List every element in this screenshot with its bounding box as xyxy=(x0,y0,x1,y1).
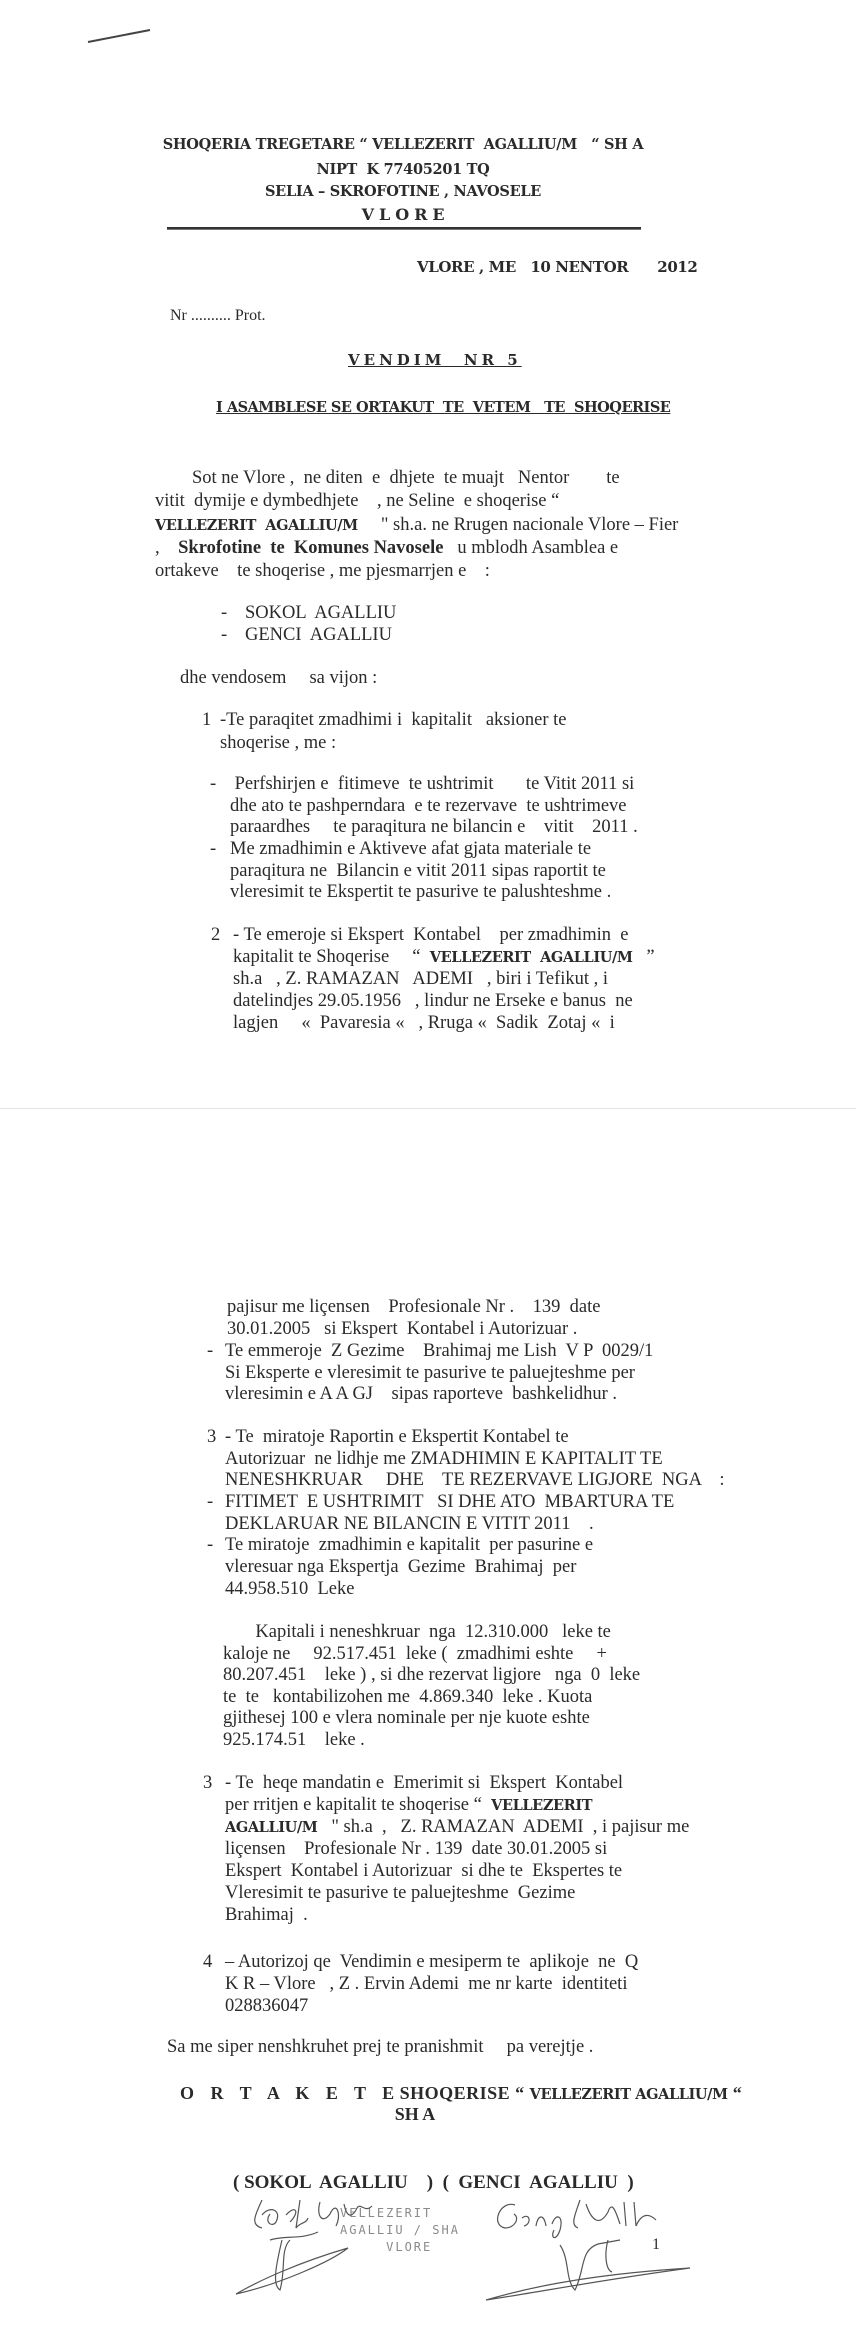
text-segment: u mblodh Asamblea e xyxy=(443,537,619,558)
decision-item-4 xyxy=(203,1951,639,2017)
bullet-dash: - xyxy=(207,1341,214,1361)
text-line xyxy=(207,1427,725,1449)
decision-intro xyxy=(180,667,377,689)
text-line xyxy=(225,1363,653,1385)
text-segment: gjithesej 100 e vlera nominale per nje kuote eshte xyxy=(223,1708,590,1728)
text-segment: Ekspert Kontabel i Autorizuar si dhe te Ekspertes te xyxy=(225,1861,623,1881)
text-line xyxy=(207,1535,725,1557)
text-line xyxy=(210,839,638,861)
text-line xyxy=(230,861,638,883)
text-line xyxy=(223,1644,640,1666)
scan-mark xyxy=(0,0,856,80)
company-name: SHOQERIA TREGETARE “ VELLEZERIT AGALLIU/M “ SH A xyxy=(162,136,644,153)
page-number: 1 xyxy=(652,2236,660,2253)
text-line xyxy=(233,990,655,1012)
text-line xyxy=(207,1341,654,1363)
text-line xyxy=(225,1557,725,1579)
text-segment: Autorizuar ne lidhje me ZMADHIMIN E KAPITALIT TE xyxy=(225,1448,663,1469)
company-name-inline: VELLEZERIT AGALLIU/M xyxy=(429,949,633,966)
text-line xyxy=(233,1012,655,1034)
bold-text: Skrofotine te Komunes Navosele xyxy=(178,537,444,558)
text-line xyxy=(225,1904,689,1926)
text-line xyxy=(203,1951,639,1973)
text-segment: " sh.a. ne Rrugen nacionale Vlore – Fier xyxy=(357,514,679,535)
signers-names: ( SOKOL AGALLIU ) ( GENCI AGALLIU ) xyxy=(233,2172,634,2193)
text-segment: Perfshirjen e fitimeve te ushtrimit te Vitit 2011 si xyxy=(230,774,635,794)
text-line xyxy=(223,1730,640,1752)
text-line xyxy=(220,732,567,755)
decision-item-2 xyxy=(211,924,655,1034)
company-nipt: NIPT K 77405201 TQ xyxy=(316,161,490,178)
closing-statement xyxy=(167,2036,593,2058)
text-segment: dhe vendosem sa vijon : xyxy=(180,668,378,688)
document-subtitle: I ASAMBLESE SE ORTAKUT TE VETEM TE SHOQERISE xyxy=(216,399,671,416)
text-segment: pajisur me liçensen Profesionale Nr . 139 date xyxy=(227,1297,601,1317)
text-line xyxy=(202,709,567,732)
text-line xyxy=(225,1470,725,1492)
text-line xyxy=(167,2036,593,2058)
text-segment: FITIMET E USHTRIMIT SI DHE ATO MBARTURA TE xyxy=(225,1492,675,1513)
partners-list xyxy=(221,602,397,646)
text-segment: paraardhes te paraqitura ne bilancin e vitit 2011 . xyxy=(230,817,638,838)
text-line xyxy=(230,796,638,818)
text-line xyxy=(227,1297,601,1319)
text-segment: " sh.a , Z. RAMAZAN ADEMI , i pajisur me xyxy=(317,1817,690,1837)
item-number: 3 xyxy=(203,1773,213,1793)
text-line xyxy=(225,1514,725,1536)
company-name-inline: AGALLIU/M xyxy=(225,1819,318,1836)
text-segment: vleresimit te Ekspertit te pasurive te palushteshme . xyxy=(230,882,612,903)
text-segment: DEKLARUAR NE BILANCIN E VITIT 2011 . xyxy=(225,1513,594,1534)
text-line xyxy=(233,968,655,990)
text-segment: - Te miratoje Raportin e Ekspertit Kontabel te xyxy=(225,1427,569,1447)
company-seat: SELIA – SKROFOTINE , NAVOSELE xyxy=(265,183,541,200)
text-line xyxy=(221,624,396,646)
text-line xyxy=(227,1319,601,1341)
text-segment: - Te emeroje si Ekspert Kontabel per zmadhimin e xyxy=(233,925,629,945)
text-line xyxy=(203,1772,689,1794)
bullet-dash: - xyxy=(207,1492,214,1513)
text-segment: ” xyxy=(632,947,655,967)
item-number: 2 xyxy=(211,925,221,945)
text-segment: SOKOL AGALLIU xyxy=(245,603,397,623)
text-segment: Sot ne Vlore , ne diten e dhjete te muajt Nentor te xyxy=(155,468,620,488)
company-name-inline: VELLEZERIT xyxy=(491,1797,593,1814)
text-line xyxy=(155,467,678,490)
company-name-inline: VELLEZERIT AGALLIU/M xyxy=(155,516,358,534)
text-segment: 80.207.451 leke ) , si dhe rezervat ligjore nga 0 leke xyxy=(223,1665,641,1685)
text-line xyxy=(225,1816,689,1838)
text-line xyxy=(225,1860,689,1882)
text-line xyxy=(225,1838,689,1860)
text-segment: liçensen Profesionale Nr . 139 date 30.01.2005 si xyxy=(225,1839,608,1859)
text-segment: – Autorizoj qe Vendimin e mesiperm te aplikoje ne Q xyxy=(225,1952,639,1972)
text-segment: 925.174.51 leke . xyxy=(223,1729,365,1750)
text-line xyxy=(223,1622,640,1644)
partners-label: O R T A K E T xyxy=(180,2083,373,2103)
text-segment: 028836047 xyxy=(225,1996,309,2016)
bullet-dash: - xyxy=(210,774,217,794)
document-date: VLORE , ME 10 NENTOR 2012 xyxy=(417,258,698,276)
text-line xyxy=(225,1995,638,2017)
bullet-dash: - xyxy=(221,603,228,623)
text-line xyxy=(223,1687,640,1709)
text-line xyxy=(233,946,655,968)
close-quote: “ xyxy=(727,2083,743,2103)
partners-heading xyxy=(180,2083,742,2104)
text-line xyxy=(155,560,678,583)
text-segment: Brahimaj . xyxy=(225,1905,308,1925)
text-segment: -Te paraqitet zmadhimi i kapitalit aksioner te xyxy=(220,710,567,730)
text-segment: Te emmeroje Z Gezime Brahimaj me Lish V P 0029/1 xyxy=(225,1341,654,1361)
text-line xyxy=(230,882,638,904)
company-city: V L O R E xyxy=(361,205,445,224)
text-line xyxy=(221,602,397,624)
header-divider xyxy=(167,227,641,230)
text-segment: vleresimin e A A GJ sipas raporteve bashkelidhur . xyxy=(225,1384,618,1405)
item-number: 1 xyxy=(202,710,212,730)
intro-paragraph xyxy=(155,467,678,583)
text-segment: - Te heqe mandatin e Emerimit si Ekspert Kontabel xyxy=(225,1773,624,1793)
bullet-dash: - xyxy=(210,839,217,860)
bullet-dash: - xyxy=(207,1535,214,1556)
text-segment: Te miratoje zmadhimin e kapitalit per pasurine e xyxy=(225,1535,594,1556)
capital-paragraph xyxy=(223,1622,640,1751)
text-segment: GENCI AGALLIU xyxy=(245,625,392,645)
text-line xyxy=(210,774,638,796)
text-segment: sh.a , Z. RAMAZAN ADEMI , biri i Tefikut , i xyxy=(233,969,609,989)
text-segment: dhe ato te pashperndara e te rezervave te ushtrimeve xyxy=(230,795,627,816)
text-segment: kapitalit te Shoqerise “ xyxy=(233,947,430,967)
decision-item-2-bullet xyxy=(207,1341,654,1406)
text-segment: K R – Vlore , Z . Ervin Ademi me nr karte identiteti xyxy=(225,1974,628,1994)
text-segment: lagjen « Pavaresia « , Rruga « Sadik Zotaj « i xyxy=(233,1013,615,1033)
text-line xyxy=(155,537,678,560)
text-segment: Vleresimit te pasurive te paluejteshme Gezime xyxy=(225,1883,576,1903)
text-segment: vitit dymije e dymbedhjete , ne Seline e shoqerise “ xyxy=(155,491,560,512)
text-segment: kaloje ne 92.517.451 leke ( zmadhimi eshte + xyxy=(223,1643,607,1664)
text-line xyxy=(211,924,655,946)
text-line xyxy=(180,667,377,689)
text-line xyxy=(155,490,678,513)
text-line xyxy=(225,1384,653,1406)
text-segment: NENESHKRUAR DHE TE REZERVAVE LIGJORE NGA : xyxy=(225,1470,725,1491)
text-segment: 44.958.510 Leke xyxy=(225,1578,355,1599)
text-line xyxy=(225,1973,638,1995)
text-line xyxy=(230,817,638,839)
text-segment: paraqitura ne Bilancin e vitit 2011 sipas raportit te xyxy=(230,860,606,881)
document-title: VENDIM NR 5 xyxy=(348,351,522,369)
text-segment: shoqerise , me : xyxy=(220,733,337,753)
company-type: SH A xyxy=(394,2104,436,2124)
text-line xyxy=(155,514,678,537)
text-segment: vleresuar nga Ekspertja Gezime Brahimaj per xyxy=(225,1557,577,1578)
text-segment: ortakeve te shoqerise , me pjesmarrjen e : xyxy=(155,561,490,582)
text-line xyxy=(223,1665,640,1687)
decision-item-1-bullets xyxy=(210,774,638,904)
text-line xyxy=(225,1882,689,1904)
company-stamp: VELLEZERIT AGALLIU / SHA VLORE xyxy=(340,2206,460,2254)
text-line xyxy=(225,1579,725,1601)
item-number: 4 xyxy=(203,1952,213,1972)
company-label: E SHOQERISE “ xyxy=(372,2083,530,2103)
text-segment: Si Eksperte e vleresimit te pasurive te paluejteshme per xyxy=(225,1362,635,1383)
bullet-dash: - xyxy=(221,625,228,645)
decision-item-3b xyxy=(203,1772,690,1926)
text-segment: te te kontabilizohen me 4.869.340 leke . Kuota xyxy=(223,1686,593,1707)
protocol-number: Nr .......... Prot. xyxy=(170,307,266,324)
text-segment: Me zmadhimin e Aktiveve afat gjata materiale te xyxy=(230,839,592,860)
text-line xyxy=(223,1708,640,1730)
text-segment: Sa me siper nenshkruhet prej te pranishmit pa verejtje . xyxy=(167,2037,594,2057)
page-break xyxy=(0,1108,856,1109)
decision-item-1 xyxy=(202,709,567,755)
text-segment: 30.01.2005 si Ekspert Kontabel i Autorizuar . xyxy=(227,1318,578,1339)
text-segment: Kapitali i neneshkruar nga 12.310.000 leke te xyxy=(223,1622,611,1642)
text-line xyxy=(207,1492,725,1514)
text-segment: datelindjes 29.05.1956 , lindur ne Erseke e banus ne xyxy=(233,991,633,1011)
text-segment: per rritjen e kapitalit te shoqerise “ xyxy=(225,1795,492,1815)
decision-item-3 xyxy=(207,1427,725,1601)
text-line xyxy=(225,1449,725,1471)
decision-item-2-continued xyxy=(227,1297,601,1340)
company-name-footer: VELLEZERIT AGALLIU/M xyxy=(529,2086,728,2103)
item-number: 3 xyxy=(207,1427,217,1447)
text-line xyxy=(225,1794,689,1816)
text-segment: , xyxy=(155,537,179,558)
